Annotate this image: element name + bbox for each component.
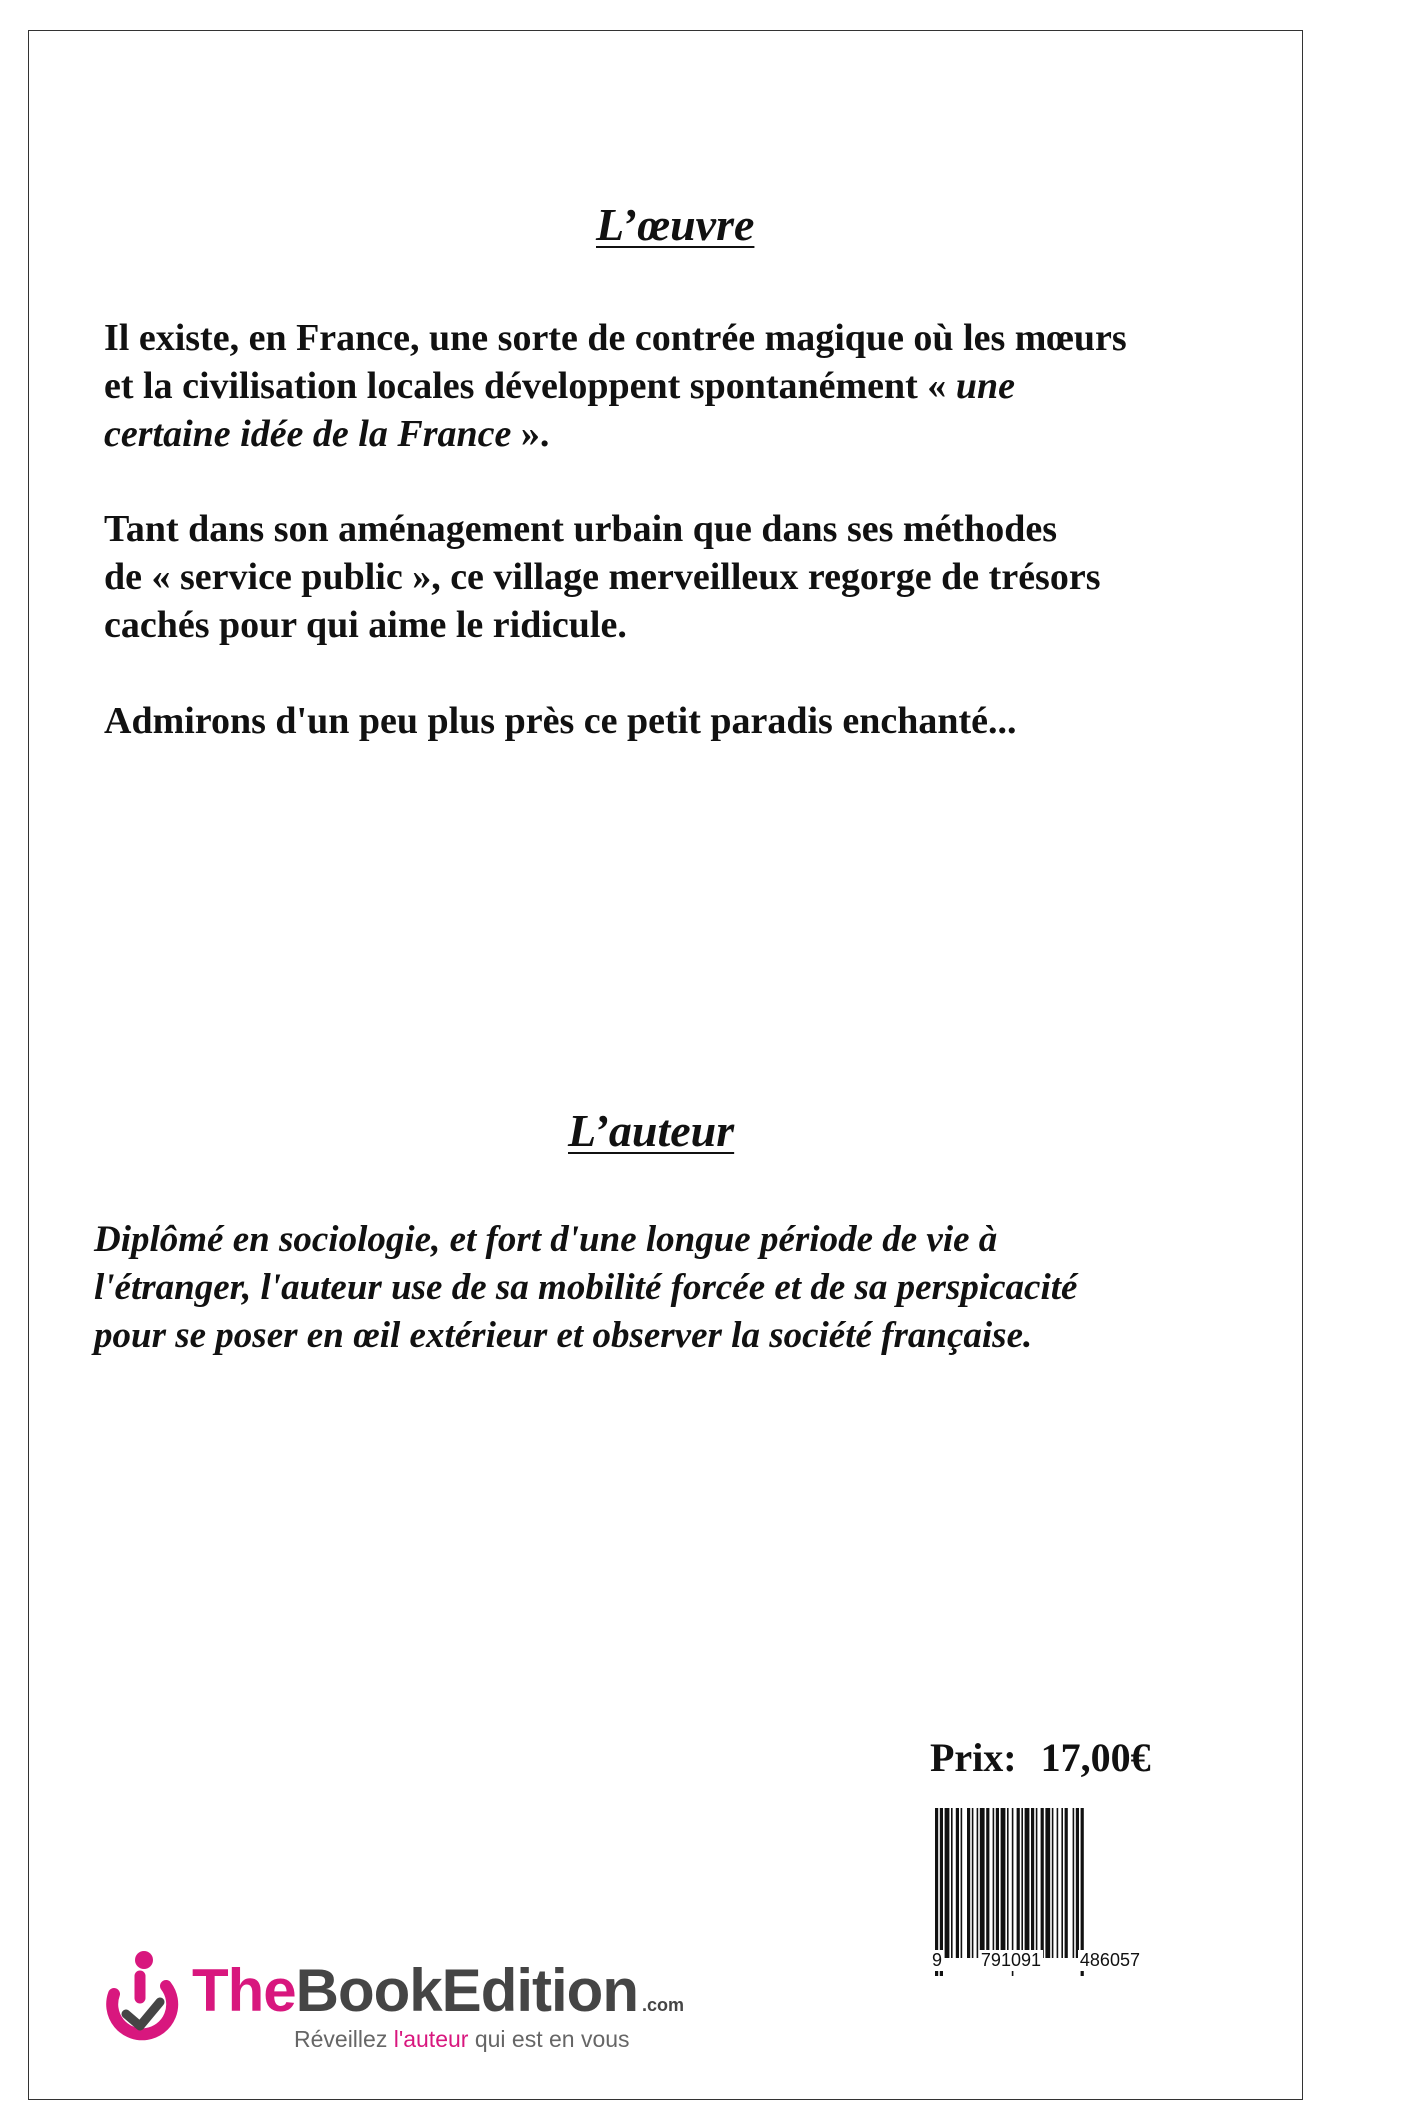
barcode-bar: [1061, 1808, 1063, 1958]
barcode-bar: [993, 1808, 995, 1958]
logo-tagline-accent: l'auteur: [393, 2026, 469, 2052]
barcode-digit-1: 9: [932, 1950, 943, 1970]
barcode-bar: [1045, 1808, 1050, 1958]
oeuvre-p2-line-1: Tant dans son aménagement urbain que dans ses méthodes: [104, 508, 1058, 550]
barcode-bar: [1041, 1808, 1044, 1958]
barcode-bar: [956, 1808, 959, 1958]
auteur-paragraph: [94, 1216, 1077, 1360]
barcode-bar: [1036, 1808, 1038, 1958]
barcode-bar: [1021, 1808, 1023, 1958]
oeuvre-p1-line-3-text: ».: [511, 413, 550, 455]
barcode-group-1: 791091: [980, 1950, 1041, 1970]
barcode-bar: [1007, 1808, 1009, 1958]
barcode-bar: [961, 1808, 963, 1958]
auteur-line-1: Diplômé en sociologie, et fort d'une longue période de vie à: [94, 1219, 998, 1260]
oeuvre-paragraph-3: Admirons d'un peu plus près ce petit paradis enchanté...: [104, 700, 1017, 742]
barcode-bar: [1065, 1808, 1068, 1958]
auteur-line-2: l'étranger, l'auteur use de sa mobilité forcée et de sa perspicacité: [94, 1267, 1078, 1308]
oeuvre-p1-line-2-italic: une: [955, 365, 1015, 407]
logo-tagline-start: Réveillez: [294, 2026, 394, 2052]
barcode-bar: [1057, 1808, 1059, 1958]
logo-the: The: [192, 1957, 296, 2024]
oeuvre-p1-line-2: [104, 362, 1127, 410]
price-value: 17,00€: [1040, 1735, 1151, 1780]
barcode-bar: [980, 1808, 985, 1958]
oeuvre-paragraph-2: [104, 505, 1101, 649]
thebookedition-logo-icon: [100, 1950, 184, 2050]
oeuvre-p1-line-1: Il existe, en France, une sorte de contrée magique où les mœurs: [104, 317, 1127, 359]
barcode-group-2: 486057: [1079, 1950, 1140, 1970]
barcode-bar: [967, 1808, 970, 1958]
logo-tagline-end: qui est en vous: [468, 2026, 630, 2052]
barcode-bar: [945, 1808, 950, 1958]
oeuvre-p2-line-2: de « service public », ce village merveilleux regorge de trésors: [104, 556, 1101, 598]
barcode-bar: [1073, 1808, 1075, 1958]
barcode-digits: [930, 1950, 1142, 1971]
barcode-bar: [1052, 1808, 1054, 1958]
logo-tagline: [294, 2026, 630, 2053]
oeuvre-p1-line-2-text: et la civilisation locales développent spontanément «: [104, 365, 956, 407]
price: [930, 1734, 1151, 1781]
barcode-bar: [996, 1808, 999, 1958]
barcode-bar: [951, 1808, 953, 1958]
publisher-logo: [100, 1950, 700, 2060]
price-label: Prix:: [930, 1735, 1017, 1780]
oeuvre-paragraph-1: [104, 314, 1127, 458]
barcode-bar: [1076, 1808, 1079, 1958]
barcode-bar: [977, 1808, 979, 1958]
oeuvre-p2-line-3: cachés pour qui aime le ridicule.: [104, 604, 627, 646]
barcode-bar: [972, 1808, 974, 1958]
logo-dotcom: .com: [641, 1995, 684, 2015]
oeuvre-p1-line-3: [104, 410, 1127, 458]
auteur-heading: L’auteur: [568, 1105, 735, 1156]
barcode-bar: [1001, 1808, 1006, 1958]
barcode-bar: [1025, 1808, 1030, 1958]
oeuvre-heading: L’œuvre: [596, 199, 755, 250]
barcode-bar: [986, 1808, 989, 1958]
logo-book-edition: BookEdition: [295, 1957, 638, 2024]
barcode-bar: [1031, 1808, 1034, 1958]
auteur-line-3: pour se poser en œil extérieur et observer la société française.: [94, 1315, 1033, 1356]
barcode-bar: [1017, 1808, 1020, 1958]
oeuvre-p1-line-3-italic: certaine idée de la France: [104, 413, 512, 455]
